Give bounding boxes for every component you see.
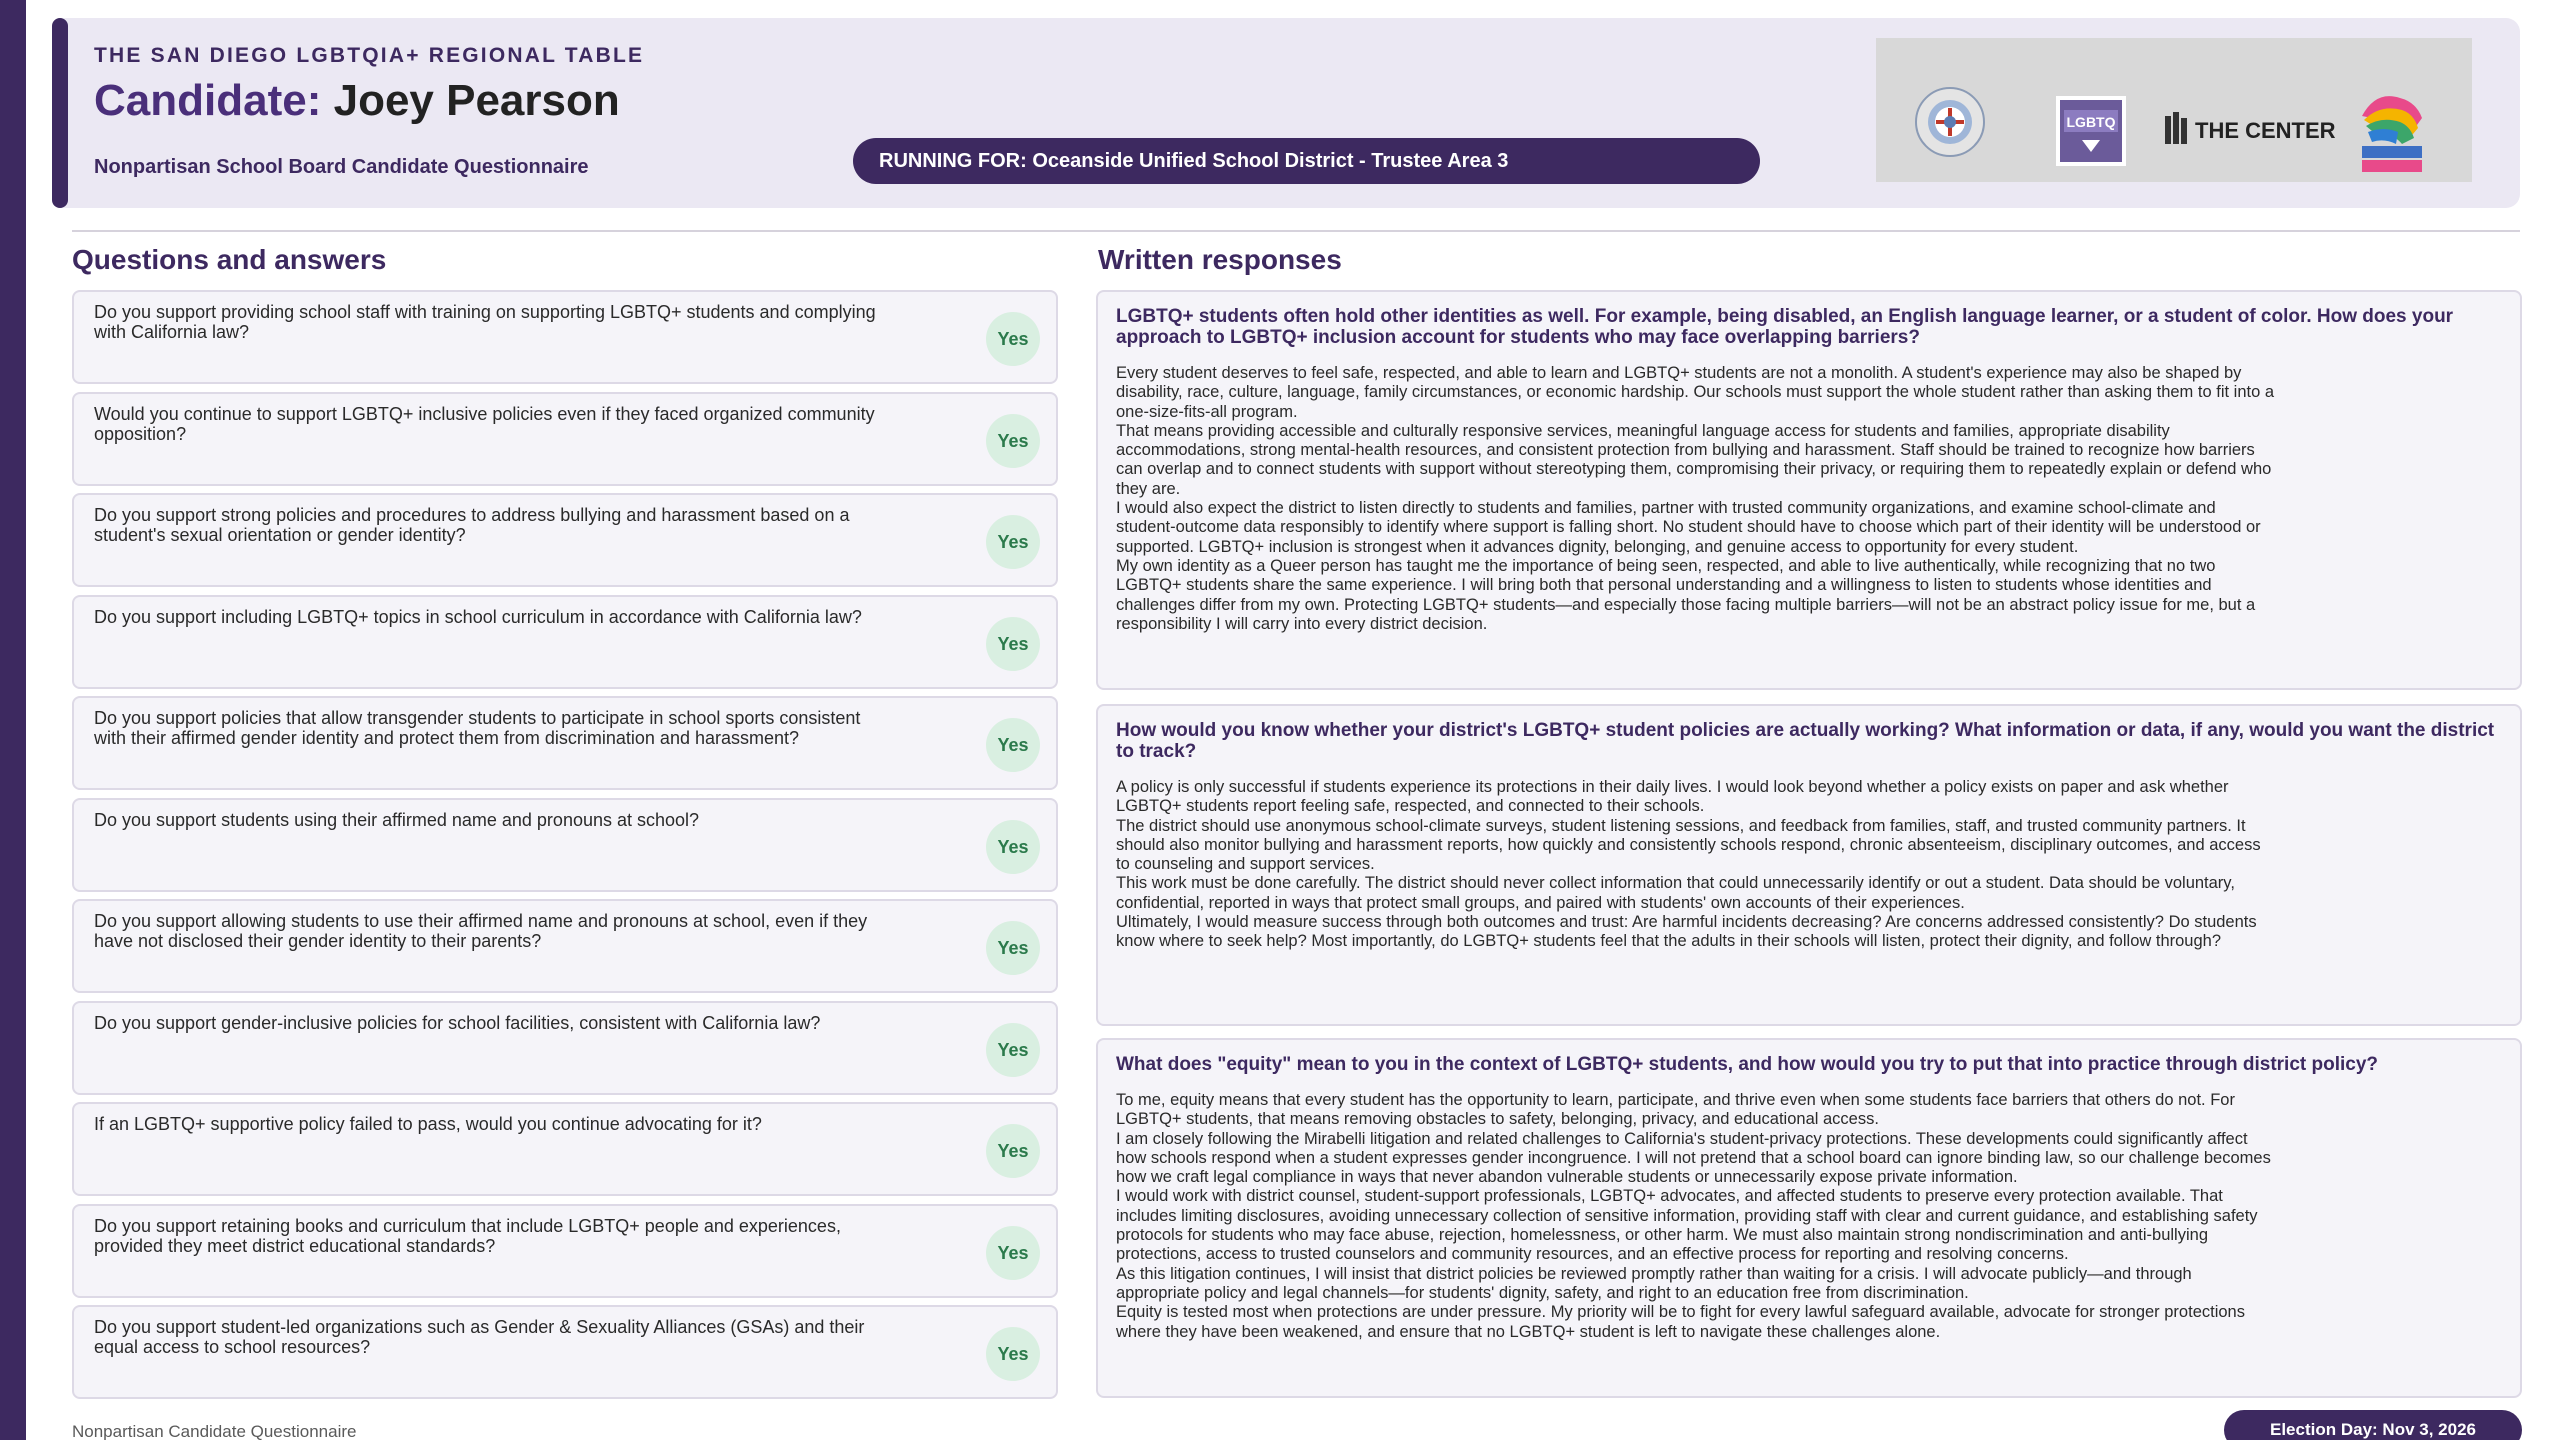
yes-badge: Yes — [986, 820, 1040, 874]
written-response-card — [1096, 704, 2522, 1026]
yes-badge: Yes — [986, 1023, 1040, 1077]
qa-question: Do you support providing school staff with training on supporting LGBTQ+ students and complying with California law? — [94, 302, 876, 342]
qa-question: Would you continue to support LGBTQ+ inclusive policies even if they faced organized community opposition? — [94, 403, 875, 444]
qa-item — [72, 1305, 1058, 1399]
qa-list — [72, 290, 1058, 1407]
org-name: THE SAN DIEGO LGBTQIA+ REGIONAL TABLE — [94, 44, 645, 67]
qa-question: Do you support allowing students to use their affirmed name and pronouns at school, even if they have not disclosed their gender identity to their parents? — [94, 911, 868, 951]
yes-badge: Yes — [986, 1226, 1040, 1280]
yes-badge: Yes — [986, 921, 1040, 975]
partner-logos-panel — [1876, 38, 2472, 182]
yes-badge: Yes — [986, 414, 1040, 468]
footer-note: Nonpartisan Candidate Questionnaire — [72, 1422, 357, 1440]
community-seal-logo — [1914, 86, 1986, 158]
qa-item — [72, 392, 1058, 486]
yes-badge: Yes — [986, 312, 1040, 366]
yes-badge: Yes — [986, 617, 1040, 671]
written-question: How would you know whether your district's LGBTQ+ student policies are actually working? What information or data, if any, would you want the district to track? — [1116, 720, 2495, 762]
yes-badge: Yes — [986, 1124, 1040, 1178]
san-diego-pride-logo — [2356, 88, 2428, 176]
the-center-logo — [2161, 108, 2341, 152]
written-answer: A policy is only successful if students experience its protections in their daily lives. I would look beyond whether a policy exists on paper and ask whether LGBTQ+ students report feeling safe, respected, and connected to their schools. The district should use anonymous school-climate surveys, student listening sessions, and feedback from families, staff, and trusted community partners. It should also monitor bullying and harassment reports, how quickly and consistently schools respond, chronic absenteeism, disciplinary outcomes, and access to counseling and support services. This work must be done carefully. The district should never collect information that could unnecessarily identify or out a student. Data should be voluntary, confidential, reported in ways that protect small groups, and paired with students' own accounts of their experiences. Ultimately, I would measure success through both outcomes and trust: Are harmful incidents decreasing? Are concerns addressed consistently? Do students know where to seek help? Most importantly, do LGBTQ+ students feel that the adults in their schools will listen, protect their dignity, and follow through? — [1116, 778, 2261, 951]
qa-item — [72, 899, 1058, 993]
qa-item — [72, 798, 1058, 892]
yes-badge: Yes — [986, 718, 1040, 772]
lgbtq-logo — [2056, 96, 2126, 166]
qa-question: Do you support student-led organizations such as Gender & Sexuality Alliances (GSAs) and their equal access to school resources? — [94, 1317, 865, 1357]
running-for-badge: RUNNING FOR: Oceanside Unified School District - Trustee Area 3 — [853, 138, 1760, 184]
qa-item — [72, 493, 1058, 587]
qa-item — [72, 1102, 1058, 1196]
qa-item — [72, 1204, 1058, 1298]
written-response-card — [1096, 1038, 2522, 1398]
qa-item — [72, 1001, 1058, 1095]
header-divider — [72, 230, 2520, 232]
written-answer: Every student deserves to feel safe, respected, and able to learn and LGBTQ+ students are not a monolith. A student's experience may also be shaped by disability, race, culture, language, family circumstances, or economic hardship. Our schools must support the whole student rather than asking them to fit into a one-size-fits-all program. That means providing accessible and culturally responsive services, meaningful language access for students and families, appropriate disability accommodations, strong mental-health resources, and consistent protection from bullying and harassment. Staff should be trained to recognize how barriers can overlap and to connect students with support without stereotyping them, compromising their privacy, or requiring them to repeatedly explain or defend who they are. I would also expect the district to listen directly to students and families, partner with trusted community organizations, and examine school-climate and student-outcome data responsibly to identify where support is falling short. No student should have to choose which part of their identity will be understood or supported. LGBTQ+ inclusion is strongest when it advances dignity, belonging, and genuine access to opportunity for every student. My own identity as a Queer person has taught me the importance of being seen, respected, and able to live authentically, while recognizing that no two LGBTQ+ students share the same experience. I will bring both that personal understanding and a willingness to listen to students whose identities and challenges differ from my own. Protecting LGBTQ+ students—and especially those facing multiple barriers—will not be an abstract policy issue for me, but a responsibility I will carry into every district decision. — [1116, 364, 2275, 633]
header-accent-bar — [52, 18, 68, 208]
qa-question: Do you support strong policies and procedures to address bullying and harassment based on a student's sexual orientation or gender identity? — [94, 505, 850, 545]
yes-badge: Yes — [986, 1327, 1040, 1381]
election-day-badge: Election Day: Nov 3, 2026 — [2224, 1410, 2522, 1440]
qa-question: If an LGBTQ+ supportive policy failed to pass, would you continue advocating for it? — [94, 1114, 762, 1134]
written-question: LGBTQ+ students often hold other identities as well. For example, being disabled, an English language learner, or a student of color. How does your approach to LGBTQ+ inclusion account for students who may face overlapping barriers? — [1116, 306, 2454, 348]
yes-badge: Yes — [986, 515, 1040, 569]
candidate-prefix: Candidate: — [94, 76, 322, 125]
page-title — [94, 76, 620, 126]
written-section-title: Written responses — [1098, 244, 1342, 275]
written-question: What does "equity" mean to you in the context of LGBTQ+ students, and how would you try to put that into practice through district policy? — [1116, 1054, 2379, 1075]
qa-item — [72, 595, 1058, 689]
qa-question: Do you support gender-inclusive policies for school facilities, consistent with California law? — [94, 1012, 821, 1033]
qa-question: Do you support including LGBTQ+ topics in school curriculum in accordance with California law? — [94, 606, 862, 627]
candidate-name: Joey Pearson — [333, 76, 620, 125]
qa-question: Do you support policies that allow transgender students to participate in school sports consistent with their affirmed gender identity and protect them from discrimination and harassment? — [94, 708, 861, 748]
lgbtq-logo-text: LGBTQ — [2066, 114, 2116, 130]
written-response-card — [1096, 290, 2522, 690]
written-answer: To me, equity means that every student has the opportunity to learn, participate, and thrive even when some students face barriers that others do not. For LGBTQ+ students, that means removing obstacles to safety, belonging, privacy, and educational access. I am closely following the Mirabelli litigation and related challenges to California's student-privacy protections. These developments could significantly affect how schools respond when a student expresses gender incongruence. I will not pretend that a school board can ignore binding law, so our challenge becomes how we craft legal compliance in ways that never abandon vulnerable students or unnecessarily expose private information. I would work with district counsel, student-support professionals, LGBTQ+ advocates, and affected students to preserve every protection available. That includes limiting disclosures, avoiding unnecessary collection of sensitive information, providing staff with clear and current guidance, and establishing safety protocols for students who may face abuse, rejection, homelessness, or other harm. We must also maintain strong nondiscrimination and anti-bullying protections, access to trusted counselors and community resources, and an effective process for reporting and resolving concerns. As this litigation continues, I will insist that district policies be reviewed promptly rather than waiting for a crisis. I will advocate publicly—and through appropriate policy and legal channels—for students' dignity, safety, and right to an education free from discrimination. Equity is tested most when protections are under pressure. My priority will be to fight for every lawful safeguard available, advocate for stronger protections where they have been weakened, and ensure that no LGBTQ+ student is left to navigate these challenges alone. — [1116, 1091, 2271, 1341]
qa-item — [72, 696, 1058, 790]
the-center-logo-text: THE CENTER — [2195, 118, 2336, 143]
left-accent-rail — [0, 0, 26, 1440]
qa-item — [72, 290, 1058, 384]
questionnaire-subtitle: Nonpartisan School Board Candidate Questionnaire — [94, 156, 589, 178]
qa-question: Do you support students using their affirmed name and pronouns at school? — [94, 809, 700, 830]
header-banner — [52, 18, 2520, 208]
qa-section-title: Questions and answers — [72, 244, 387, 275]
qa-question: Do you support retaining books and curriculum that include LGBTQ+ people and experiences, provided they meet district educational standards? — [94, 1215, 841, 1256]
